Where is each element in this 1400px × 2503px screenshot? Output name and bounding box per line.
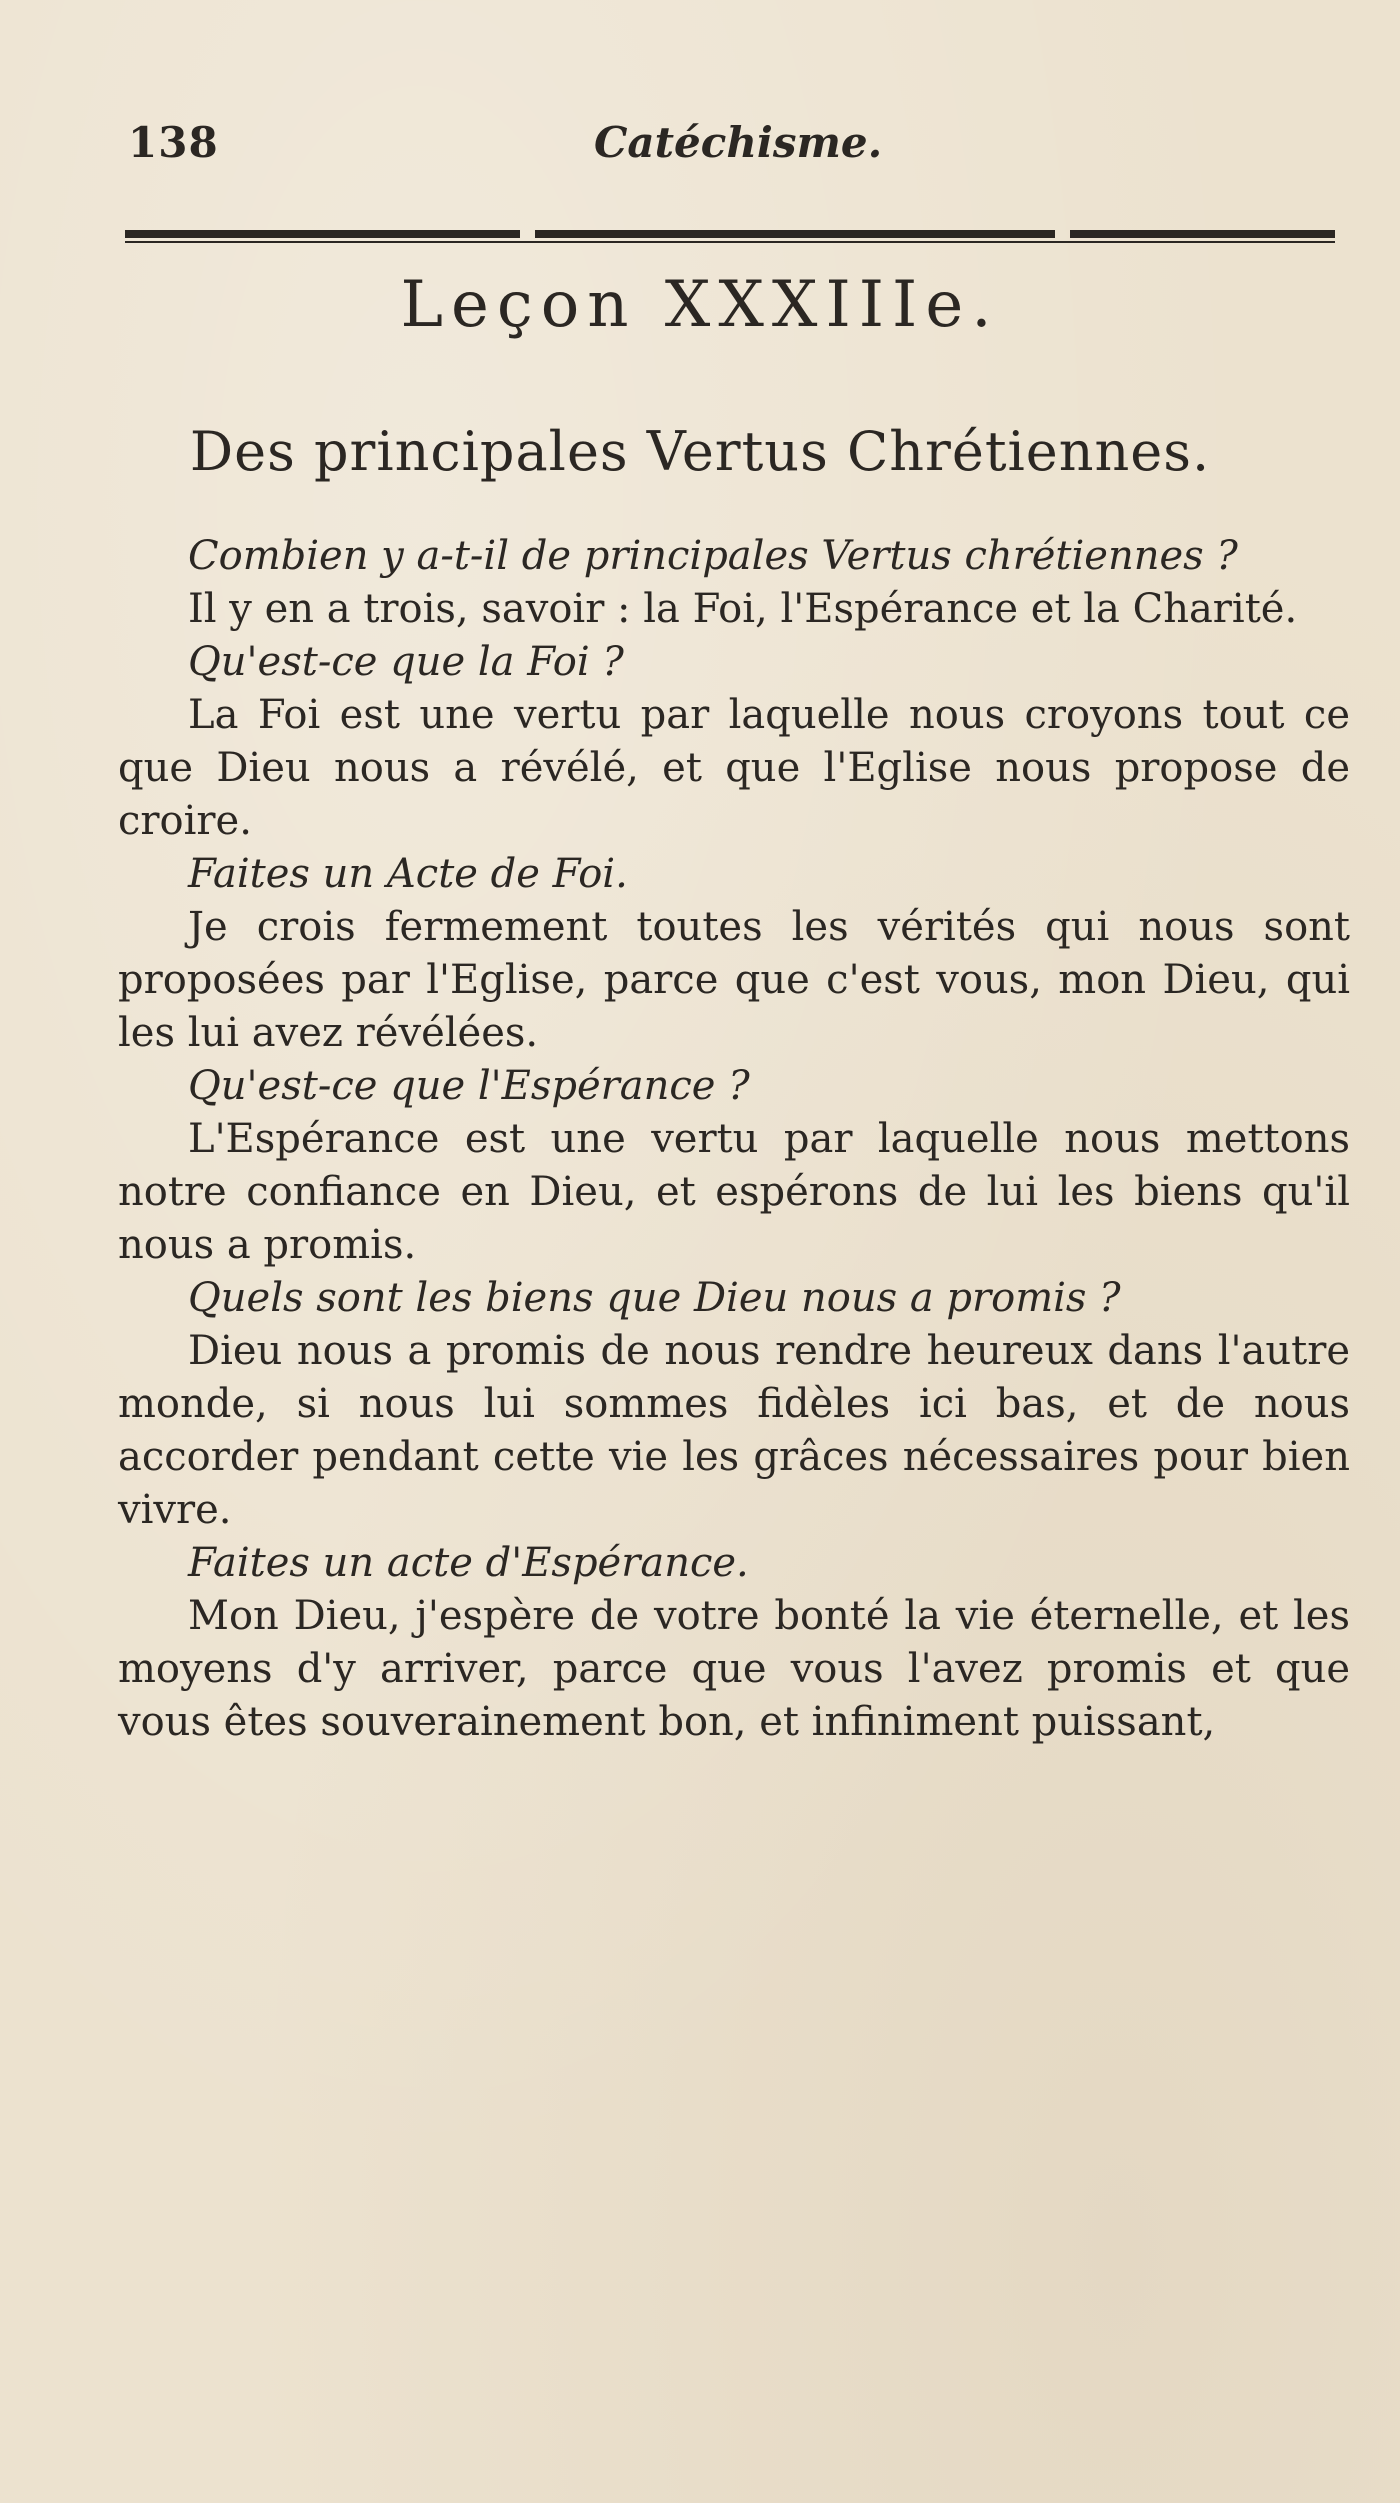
answer-paragraph: Je crois fermement toutes les vérités qui nous sont proposées par l'Eglise, parce que c'est vous, mon Dieu, qui les lui avez révélées. bbox=[118, 904, 1350, 1056]
lesson-title: Leçon XXXIIIe. bbox=[400, 268, 1000, 342]
page-number: 138 bbox=[128, 118, 219, 167]
answer-paragraph: Il y en a trois, savoir : la Foi, l'Espérance et la Charité. bbox=[188, 586, 1298, 632]
question-paragraph: Qu'est-ce que l'Espérance ? bbox=[188, 1063, 750, 1109]
answer-paragraph: La Foi est une vertu par laquelle nous croyons tout ce que Dieu nous a révélé, et que l'Eglise nous propose de croire. bbox=[118, 692, 1350, 844]
answer-paragraph: Dieu nous a promis de nous rendre heureux dans l'autre monde, si nous lui sommes fidèles ici bas, et de nous accorder pendant cette vie les grâces nécessaires pour bien vivre. bbox=[118, 1328, 1350, 1533]
answer-paragraph: L'Espérance est une vertu par laquelle nous mettons notre confiance en Dieu, et espérons de lui les biens qu'il nous a promis. bbox=[118, 1116, 1350, 1268]
question-paragraph: Faites un Acte de Foi. bbox=[188, 851, 628, 897]
ornamental-rule bbox=[125, 224, 1355, 246]
catechism-body bbox=[118, 530, 1350, 1749]
section-title: Des principales Vertus Chrétiennes. bbox=[189, 420, 1211, 483]
running-title: Catéchisme. bbox=[594, 118, 883, 167]
question-paragraph: Qu'est-ce que la Foi ? bbox=[188, 639, 624, 685]
answer-paragraph: Mon Dieu, j'espère de votre bonté la vie éternelle, et les moyens d'y arriver, parce que vous l'avez promis et que vous êtes souverainement bon, et infiniment puissant, bbox=[118, 1593, 1350, 1745]
page-header bbox=[128, 118, 1278, 188]
question-paragraph: Faites un acte d'Espérance. bbox=[188, 1540, 749, 1586]
question-paragraph: Quels sont les biens que Dieu nous a promis ? bbox=[188, 1275, 1121, 1321]
question-paragraph: Combien y a-t-il de principales Vertus chrétiennes ? bbox=[188, 533, 1238, 579]
